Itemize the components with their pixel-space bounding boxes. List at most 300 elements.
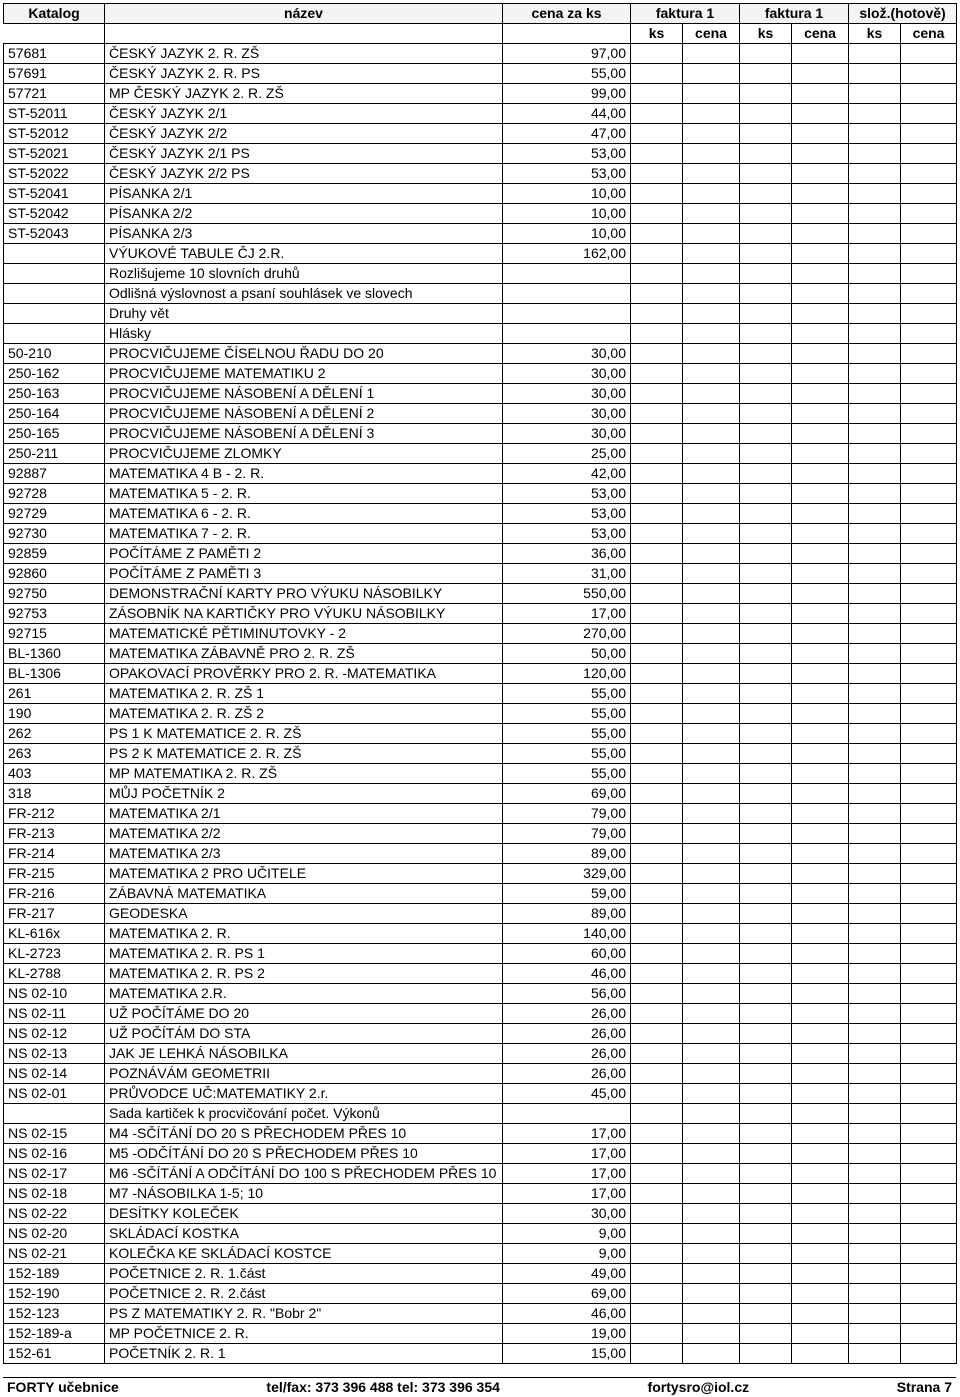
amount-cell[interactable] (683, 1344, 740, 1364)
quantity-cell[interactable] (740, 1164, 792, 1184)
amount-cell[interactable] (901, 264, 957, 284)
quantity-cell[interactable] (740, 744, 792, 764)
amount-cell[interactable] (901, 904, 957, 924)
amount-cell[interactable] (901, 1184, 957, 1204)
amount-cell[interactable] (901, 824, 957, 844)
quantity-cell[interactable] (740, 324, 792, 344)
quantity-cell[interactable] (740, 624, 792, 644)
amount-cell[interactable] (901, 384, 957, 404)
quantity-cell[interactable] (631, 764, 683, 784)
quantity-cell[interactable] (740, 684, 792, 704)
quantity-cell[interactable] (631, 1244, 683, 1264)
quantity-cell[interactable] (849, 1004, 901, 1024)
quantity-cell[interactable] (631, 824, 683, 844)
amount-cell[interactable] (792, 424, 849, 444)
quantity-cell[interactable] (740, 1244, 792, 1264)
amount-cell[interactable] (683, 324, 740, 344)
quantity-cell[interactable] (849, 604, 901, 624)
quantity-cell[interactable] (631, 1144, 683, 1164)
amount-cell[interactable] (792, 104, 849, 124)
amount-cell[interactable] (683, 1104, 740, 1124)
quantity-cell[interactable] (849, 944, 901, 964)
amount-cell[interactable] (792, 824, 849, 844)
amount-cell[interactable] (792, 384, 849, 404)
quantity-cell[interactable] (849, 1304, 901, 1324)
amount-cell[interactable] (683, 1044, 740, 1064)
quantity-cell[interactable] (740, 924, 792, 944)
amount-cell[interactable] (901, 1204, 957, 1224)
amount-cell[interactable] (901, 244, 957, 264)
amount-cell[interactable] (792, 164, 849, 184)
amount-cell[interactable] (901, 1244, 957, 1264)
quantity-cell[interactable] (631, 384, 683, 404)
amount-cell[interactable] (792, 864, 849, 884)
quantity-cell[interactable] (631, 564, 683, 584)
amount-cell[interactable] (901, 664, 957, 684)
amount-cell[interactable] (683, 1284, 740, 1304)
quantity-cell[interactable] (631, 1204, 683, 1224)
quantity-cell[interactable] (849, 224, 901, 244)
amount-cell[interactable] (901, 464, 957, 484)
amount-cell[interactable] (683, 924, 740, 944)
amount-cell[interactable] (901, 144, 957, 164)
quantity-cell[interactable] (849, 184, 901, 204)
amount-cell[interactable] (901, 764, 957, 784)
amount-cell[interactable] (901, 224, 957, 244)
quantity-cell[interactable] (740, 1144, 792, 1164)
quantity-cell[interactable] (849, 144, 901, 164)
quantity-cell[interactable] (849, 1024, 901, 1044)
quantity-cell[interactable] (849, 864, 901, 884)
amount-cell[interactable] (683, 1004, 740, 1024)
quantity-cell[interactable] (631, 1164, 683, 1184)
amount-cell[interactable] (683, 864, 740, 884)
quantity-cell[interactable] (849, 304, 901, 324)
quantity-cell[interactable] (849, 1124, 901, 1144)
amount-cell[interactable] (683, 724, 740, 744)
quantity-cell[interactable] (849, 904, 901, 924)
quantity-cell[interactable] (849, 404, 901, 424)
quantity-cell[interactable] (740, 244, 792, 264)
quantity-cell[interactable] (849, 764, 901, 784)
amount-cell[interactable] (901, 184, 957, 204)
quantity-cell[interactable] (631, 924, 683, 944)
amount-cell[interactable] (901, 1344, 957, 1364)
amount-cell[interactable] (901, 1084, 957, 1104)
quantity-cell[interactable] (849, 344, 901, 364)
amount-cell[interactable] (792, 624, 849, 644)
amount-cell[interactable] (901, 1044, 957, 1064)
quantity-cell[interactable] (849, 1104, 901, 1124)
quantity-cell[interactable] (740, 824, 792, 844)
quantity-cell[interactable] (631, 404, 683, 424)
quantity-cell[interactable] (631, 724, 683, 744)
quantity-cell[interactable] (849, 1224, 901, 1244)
quantity-cell[interactable] (740, 984, 792, 1004)
quantity-cell[interactable] (631, 584, 683, 604)
quantity-cell[interactable] (631, 964, 683, 984)
quantity-cell[interactable] (740, 1104, 792, 1124)
amount-cell[interactable] (792, 1104, 849, 1124)
quantity-cell[interactable] (631, 644, 683, 664)
quantity-cell[interactable] (849, 1184, 901, 1204)
amount-cell[interactable] (792, 904, 849, 924)
amount-cell[interactable] (901, 404, 957, 424)
quantity-cell[interactable] (849, 884, 901, 904)
quantity-cell[interactable] (849, 1284, 901, 1304)
quantity-cell[interactable] (631, 144, 683, 164)
quantity-cell[interactable] (631, 184, 683, 204)
quantity-cell[interactable] (631, 1124, 683, 1144)
quantity-cell[interactable] (740, 964, 792, 984)
amount-cell[interactable] (792, 504, 849, 524)
quantity-cell[interactable] (631, 64, 683, 84)
quantity-cell[interactable] (740, 604, 792, 624)
quantity-cell[interactable] (631, 1044, 683, 1064)
amount-cell[interactable] (792, 844, 849, 864)
amount-cell[interactable] (683, 524, 740, 544)
quantity-cell[interactable] (849, 1344, 901, 1364)
quantity-cell[interactable] (631, 1084, 683, 1104)
quantity-cell[interactable] (740, 164, 792, 184)
amount-cell[interactable] (901, 304, 957, 324)
amount-cell[interactable] (792, 984, 849, 1004)
quantity-cell[interactable] (849, 104, 901, 124)
amount-cell[interactable] (683, 984, 740, 1004)
amount-cell[interactable] (792, 644, 849, 664)
amount-cell[interactable] (683, 784, 740, 804)
quantity-cell[interactable] (631, 444, 683, 464)
quantity-cell[interactable] (631, 1184, 683, 1204)
quantity-cell[interactable] (849, 824, 901, 844)
amount-cell[interactable] (683, 684, 740, 704)
quantity-cell[interactable] (631, 704, 683, 724)
quantity-cell[interactable] (631, 244, 683, 264)
quantity-cell[interactable] (849, 1144, 901, 1164)
amount-cell[interactable] (901, 804, 957, 824)
amount-cell[interactable] (683, 504, 740, 524)
quantity-cell[interactable] (740, 1044, 792, 1064)
quantity-cell[interactable] (849, 504, 901, 524)
amount-cell[interactable] (683, 284, 740, 304)
amount-cell[interactable] (683, 224, 740, 244)
quantity-cell[interactable] (740, 144, 792, 164)
amount-cell[interactable] (683, 1164, 740, 1184)
amount-cell[interactable] (683, 304, 740, 324)
amount-cell[interactable] (792, 224, 849, 244)
amount-cell[interactable] (901, 884, 957, 904)
quantity-cell[interactable] (740, 484, 792, 504)
amount-cell[interactable] (792, 784, 849, 804)
quantity-cell[interactable] (631, 624, 683, 644)
quantity-cell[interactable] (631, 504, 683, 524)
amount-cell[interactable] (901, 864, 957, 884)
quantity-cell[interactable] (740, 544, 792, 564)
amount-cell[interactable] (792, 724, 849, 744)
quantity-cell[interactable] (631, 884, 683, 904)
quantity-cell[interactable] (849, 384, 901, 404)
quantity-cell[interactable] (740, 284, 792, 304)
amount-cell[interactable] (683, 964, 740, 984)
quantity-cell[interactable] (631, 44, 683, 64)
amount-cell[interactable] (683, 204, 740, 224)
amount-cell[interactable] (901, 1304, 957, 1324)
amount-cell[interactable] (792, 344, 849, 364)
amount-cell[interactable] (901, 544, 957, 564)
quantity-cell[interactable] (849, 364, 901, 384)
amount-cell[interactable] (683, 1304, 740, 1324)
quantity-cell[interactable] (631, 324, 683, 344)
quantity-cell[interactable] (849, 644, 901, 664)
quantity-cell[interactable] (849, 124, 901, 144)
amount-cell[interactable] (901, 684, 957, 704)
quantity-cell[interactable] (631, 1104, 683, 1124)
amount-cell[interactable] (901, 524, 957, 544)
amount-cell[interactable] (901, 1224, 957, 1244)
quantity-cell[interactable] (631, 604, 683, 624)
amount-cell[interactable] (792, 364, 849, 384)
amount-cell[interactable] (792, 1324, 849, 1344)
amount-cell[interactable] (683, 144, 740, 164)
amount-cell[interactable] (683, 1184, 740, 1204)
amount-cell[interactable] (683, 824, 740, 844)
amount-cell[interactable] (792, 1184, 849, 1204)
amount-cell[interactable] (901, 1324, 957, 1344)
amount-cell[interactable] (683, 584, 740, 604)
quantity-cell[interactable] (740, 1184, 792, 1204)
amount-cell[interactable] (901, 624, 957, 644)
amount-cell[interactable] (792, 184, 849, 204)
quantity-cell[interactable] (631, 164, 683, 184)
quantity-cell[interactable] (740, 264, 792, 284)
amount-cell[interactable] (683, 464, 740, 484)
amount-cell[interactable] (901, 1104, 957, 1124)
quantity-cell[interactable] (849, 424, 901, 444)
amount-cell[interactable] (792, 604, 849, 624)
amount-cell[interactable] (792, 524, 849, 544)
quantity-cell[interactable] (740, 864, 792, 884)
amount-cell[interactable] (792, 564, 849, 584)
amount-cell[interactable] (792, 484, 849, 504)
amount-cell[interactable] (901, 964, 957, 984)
quantity-cell[interactable] (631, 284, 683, 304)
amount-cell[interactable] (792, 1284, 849, 1304)
amount-cell[interactable] (901, 1004, 957, 1024)
quantity-cell[interactable] (631, 524, 683, 544)
quantity-cell[interactable] (740, 1064, 792, 1084)
amount-cell[interactable] (792, 444, 849, 464)
quantity-cell[interactable] (849, 204, 901, 224)
amount-cell[interactable] (792, 304, 849, 324)
quantity-cell[interactable] (740, 804, 792, 824)
amount-cell[interactable] (901, 124, 957, 144)
quantity-cell[interactable] (740, 344, 792, 364)
quantity-cell[interactable] (740, 644, 792, 664)
quantity-cell[interactable] (631, 904, 683, 924)
amount-cell[interactable] (792, 1224, 849, 1244)
amount-cell[interactable] (792, 1344, 849, 1364)
quantity-cell[interactable] (849, 664, 901, 684)
amount-cell[interactable] (901, 324, 957, 344)
amount-cell[interactable] (792, 464, 849, 484)
quantity-cell[interactable] (740, 1004, 792, 1024)
amount-cell[interactable] (683, 904, 740, 924)
quantity-cell[interactable] (631, 424, 683, 444)
amount-cell[interactable] (683, 104, 740, 124)
quantity-cell[interactable] (849, 704, 901, 724)
quantity-cell[interactable] (849, 684, 901, 704)
quantity-cell[interactable] (740, 1284, 792, 1304)
amount-cell[interactable] (901, 424, 957, 444)
amount-cell[interactable] (683, 944, 740, 964)
quantity-cell[interactable] (631, 1324, 683, 1344)
amount-cell[interactable] (792, 544, 849, 564)
amount-cell[interactable] (792, 1264, 849, 1284)
quantity-cell[interactable] (740, 224, 792, 244)
quantity-cell[interactable] (849, 324, 901, 344)
amount-cell[interactable] (792, 284, 849, 304)
amount-cell[interactable] (683, 664, 740, 684)
quantity-cell[interactable] (740, 1304, 792, 1324)
amount-cell[interactable] (901, 484, 957, 504)
quantity-cell[interactable] (631, 544, 683, 564)
quantity-cell[interactable] (631, 1224, 683, 1244)
quantity-cell[interactable] (631, 84, 683, 104)
amount-cell[interactable] (683, 344, 740, 364)
amount-cell[interactable] (901, 744, 957, 764)
amount-cell[interactable] (683, 424, 740, 444)
amount-cell[interactable] (683, 844, 740, 864)
amount-cell[interactable] (683, 264, 740, 284)
amount-cell[interactable] (683, 244, 740, 264)
amount-cell[interactable] (792, 1084, 849, 1104)
amount-cell[interactable] (792, 1124, 849, 1144)
quantity-cell[interactable] (849, 1084, 901, 1104)
quantity-cell[interactable] (849, 564, 901, 584)
amount-cell[interactable] (901, 604, 957, 624)
amount-cell[interactable] (792, 744, 849, 764)
amount-cell[interactable] (792, 1004, 849, 1024)
amount-cell[interactable] (683, 1144, 740, 1164)
amount-cell[interactable] (792, 704, 849, 724)
amount-cell[interactable] (901, 1144, 957, 1164)
quantity-cell[interactable] (631, 1024, 683, 1044)
quantity-cell[interactable] (849, 1204, 901, 1224)
quantity-cell[interactable] (740, 504, 792, 524)
amount-cell[interactable] (901, 944, 957, 964)
quantity-cell[interactable] (740, 364, 792, 384)
quantity-cell[interactable] (849, 984, 901, 1004)
quantity-cell[interactable] (740, 1084, 792, 1104)
quantity-cell[interactable] (631, 104, 683, 124)
amount-cell[interactable] (901, 724, 957, 744)
quantity-cell[interactable] (631, 1064, 683, 1084)
quantity-cell[interactable] (849, 844, 901, 864)
quantity-cell[interactable] (631, 784, 683, 804)
amount-cell[interactable] (901, 364, 957, 384)
quantity-cell[interactable] (740, 104, 792, 124)
quantity-cell[interactable] (631, 984, 683, 1004)
amount-cell[interactable] (901, 504, 957, 524)
quantity-cell[interactable] (631, 304, 683, 324)
quantity-cell[interactable] (740, 404, 792, 424)
amount-cell[interactable] (683, 1204, 740, 1224)
quantity-cell[interactable] (849, 84, 901, 104)
amount-cell[interactable] (792, 1164, 849, 1184)
amount-cell[interactable] (683, 64, 740, 84)
quantity-cell[interactable] (740, 204, 792, 224)
amount-cell[interactable] (901, 44, 957, 64)
amount-cell[interactable] (683, 124, 740, 144)
amount-cell[interactable] (792, 84, 849, 104)
amount-cell[interactable] (683, 164, 740, 184)
quantity-cell[interactable] (631, 1304, 683, 1324)
quantity-cell[interactable] (849, 444, 901, 464)
amount-cell[interactable] (792, 1304, 849, 1324)
amount-cell[interactable] (683, 804, 740, 824)
quantity-cell[interactable] (849, 524, 901, 544)
quantity-cell[interactable] (740, 464, 792, 484)
amount-cell[interactable] (683, 1324, 740, 1344)
amount-cell[interactable] (792, 764, 849, 784)
quantity-cell[interactable] (849, 164, 901, 184)
amount-cell[interactable] (683, 1064, 740, 1084)
quantity-cell[interactable] (631, 364, 683, 384)
amount-cell[interactable] (683, 624, 740, 644)
quantity-cell[interactable] (740, 1344, 792, 1364)
quantity-cell[interactable] (631, 484, 683, 504)
amount-cell[interactable] (792, 1044, 849, 1064)
amount-cell[interactable] (901, 1164, 957, 1184)
amount-cell[interactable] (683, 564, 740, 584)
quantity-cell[interactable] (631, 844, 683, 864)
quantity-cell[interactable] (849, 1244, 901, 1264)
amount-cell[interactable] (792, 404, 849, 424)
quantity-cell[interactable] (740, 724, 792, 744)
amount-cell[interactable] (901, 104, 957, 124)
quantity-cell[interactable] (849, 284, 901, 304)
quantity-cell[interactable] (740, 524, 792, 544)
amount-cell[interactable] (683, 1024, 740, 1044)
quantity-cell[interactable] (740, 1264, 792, 1284)
amount-cell[interactable] (901, 204, 957, 224)
quantity-cell[interactable] (740, 304, 792, 324)
quantity-cell[interactable] (849, 264, 901, 284)
quantity-cell[interactable] (740, 704, 792, 724)
amount-cell[interactable] (792, 64, 849, 84)
quantity-cell[interactable] (740, 584, 792, 604)
quantity-cell[interactable] (849, 724, 901, 744)
quantity-cell[interactable] (740, 384, 792, 404)
quantity-cell[interactable] (740, 1024, 792, 1044)
quantity-cell[interactable] (740, 844, 792, 864)
amount-cell[interactable] (901, 1064, 957, 1084)
amount-cell[interactable] (792, 684, 849, 704)
quantity-cell[interactable] (740, 84, 792, 104)
quantity-cell[interactable] (849, 44, 901, 64)
quantity-cell[interactable] (740, 564, 792, 584)
quantity-cell[interactable] (849, 744, 901, 764)
amount-cell[interactable] (901, 64, 957, 84)
amount-cell[interactable] (901, 564, 957, 584)
amount-cell[interactable] (683, 544, 740, 564)
amount-cell[interactable] (683, 744, 740, 764)
quantity-cell[interactable] (631, 224, 683, 244)
amount-cell[interactable] (683, 704, 740, 724)
amount-cell[interactable] (901, 284, 957, 304)
amount-cell[interactable] (901, 1284, 957, 1304)
quantity-cell[interactable] (740, 1124, 792, 1144)
